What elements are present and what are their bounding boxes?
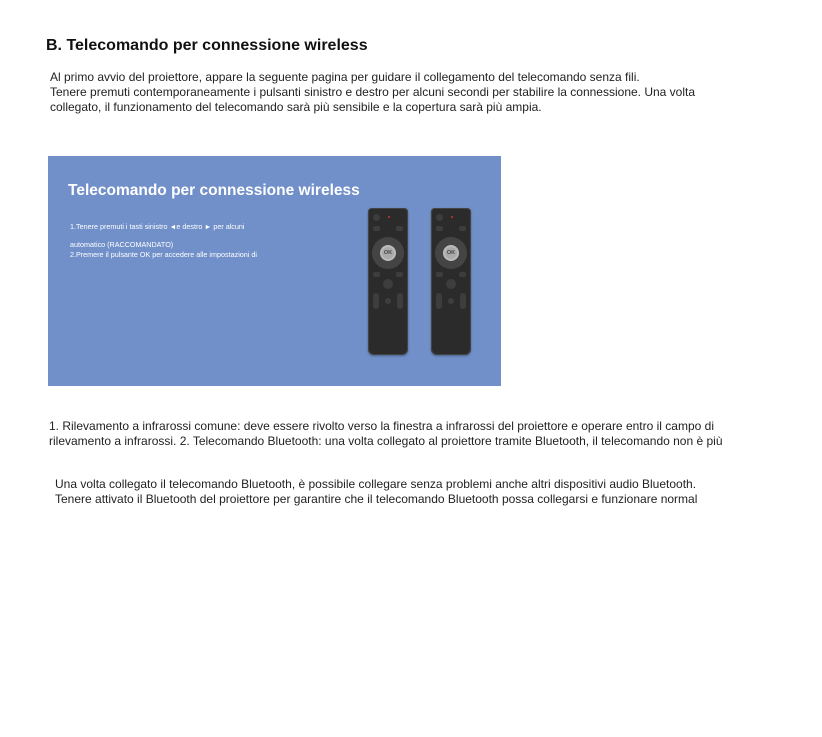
- dpad-icon: [372, 237, 404, 269]
- volume-rocker-icon: [373, 293, 379, 309]
- home-icon: [436, 272, 443, 277]
- indicator-led-icon: [451, 216, 453, 218]
- settings-icon: [396, 226, 403, 231]
- volume-rocker-icon: [436, 293, 442, 309]
- detection-note-paragraph: [49, 419, 723, 449]
- note-line: Una volta collegato il telecomando Bluetooth, è possibile collegare senza problemi anche altri dispositivi audio Bluetooth.: [55, 477, 697, 491]
- note-line: 1. Rilevamento a infrarossi comune: deve essere rivolto verso la finestra a infrarossi del proiettore e operare entro il campo di: [49, 419, 714, 433]
- pairing-instruction-1: [70, 222, 245, 231]
- pairing-instruction-2: 2.Premere il pulsante OK per accedere alle impostazioni di: [70, 250, 257, 259]
- back-icon: [396, 272, 403, 277]
- section-heading: B. Telecomando per connessione wireless: [46, 37, 368, 54]
- intro-line: Tenere premuti contemporaneamente i pulsanti sinistro e destro per alcuni secondi per stabilire la connessione. Una volta: [50, 85, 696, 99]
- remote-control-illustration: [431, 208, 471, 355]
- left-arrow-icon: ◄: [169, 224, 177, 231]
- mic-icon: [385, 298, 391, 304]
- menu-icon: [436, 226, 443, 231]
- indicator-led-icon: [388, 216, 390, 218]
- remote-control-illustration: [368, 208, 408, 355]
- pairing-instruction-auto: automatico (RACCOMANDATO): [70, 240, 174, 249]
- instruction-text: 1.Tenere premuti i tasti sinistro: [70, 222, 168, 231]
- power-icon: [373, 214, 380, 221]
- pairing-screen-title: Telecomando per connessione wireless: [68, 182, 360, 199]
- home-icon: [373, 272, 380, 277]
- pairing-screen-image: [48, 156, 501, 386]
- settings-icon: [459, 226, 466, 231]
- play-pause-icon: [383, 279, 393, 289]
- menu-icon: [373, 226, 380, 231]
- ok-button-icon: OK: [445, 247, 457, 259]
- channel-rocker-icon: [460, 293, 466, 309]
- instruction-text: e destro: [176, 222, 203, 231]
- ok-button-icon: OK: [382, 247, 394, 259]
- right-arrow-icon: ►: [204, 224, 212, 231]
- intro-line: Al primo avvio del proiettore, appare la seguente pagina per guidare il collegamento del telecomando senza fili.: [50, 70, 640, 84]
- channel-rocker-icon: [397, 293, 403, 309]
- intro-paragraph: [50, 70, 695, 115]
- instruction-text: per alcuni: [213, 222, 245, 231]
- note-line: rilevamento a infrarossi. 2. Telecomando Bluetooth: una volta collegato al proiettore tramite Bluetooth, il telecomando non è più: [49, 434, 723, 448]
- intro-line: collegato, il funzionamento del telecomando sarà più sensibile e la copertura sarà più ampia.: [50, 100, 542, 114]
- note-line: Tenere attivato il Bluetooth del proiettore per garantire che il telecomando Bluetooth possa collegarsi e funzionare normal: [55, 492, 698, 506]
- bluetooth-note-paragraph: [55, 477, 697, 507]
- power-icon: [436, 214, 443, 221]
- mic-icon: [448, 298, 454, 304]
- play-pause-icon: [446, 279, 456, 289]
- dpad-icon: [435, 237, 467, 269]
- back-icon: [459, 272, 466, 277]
